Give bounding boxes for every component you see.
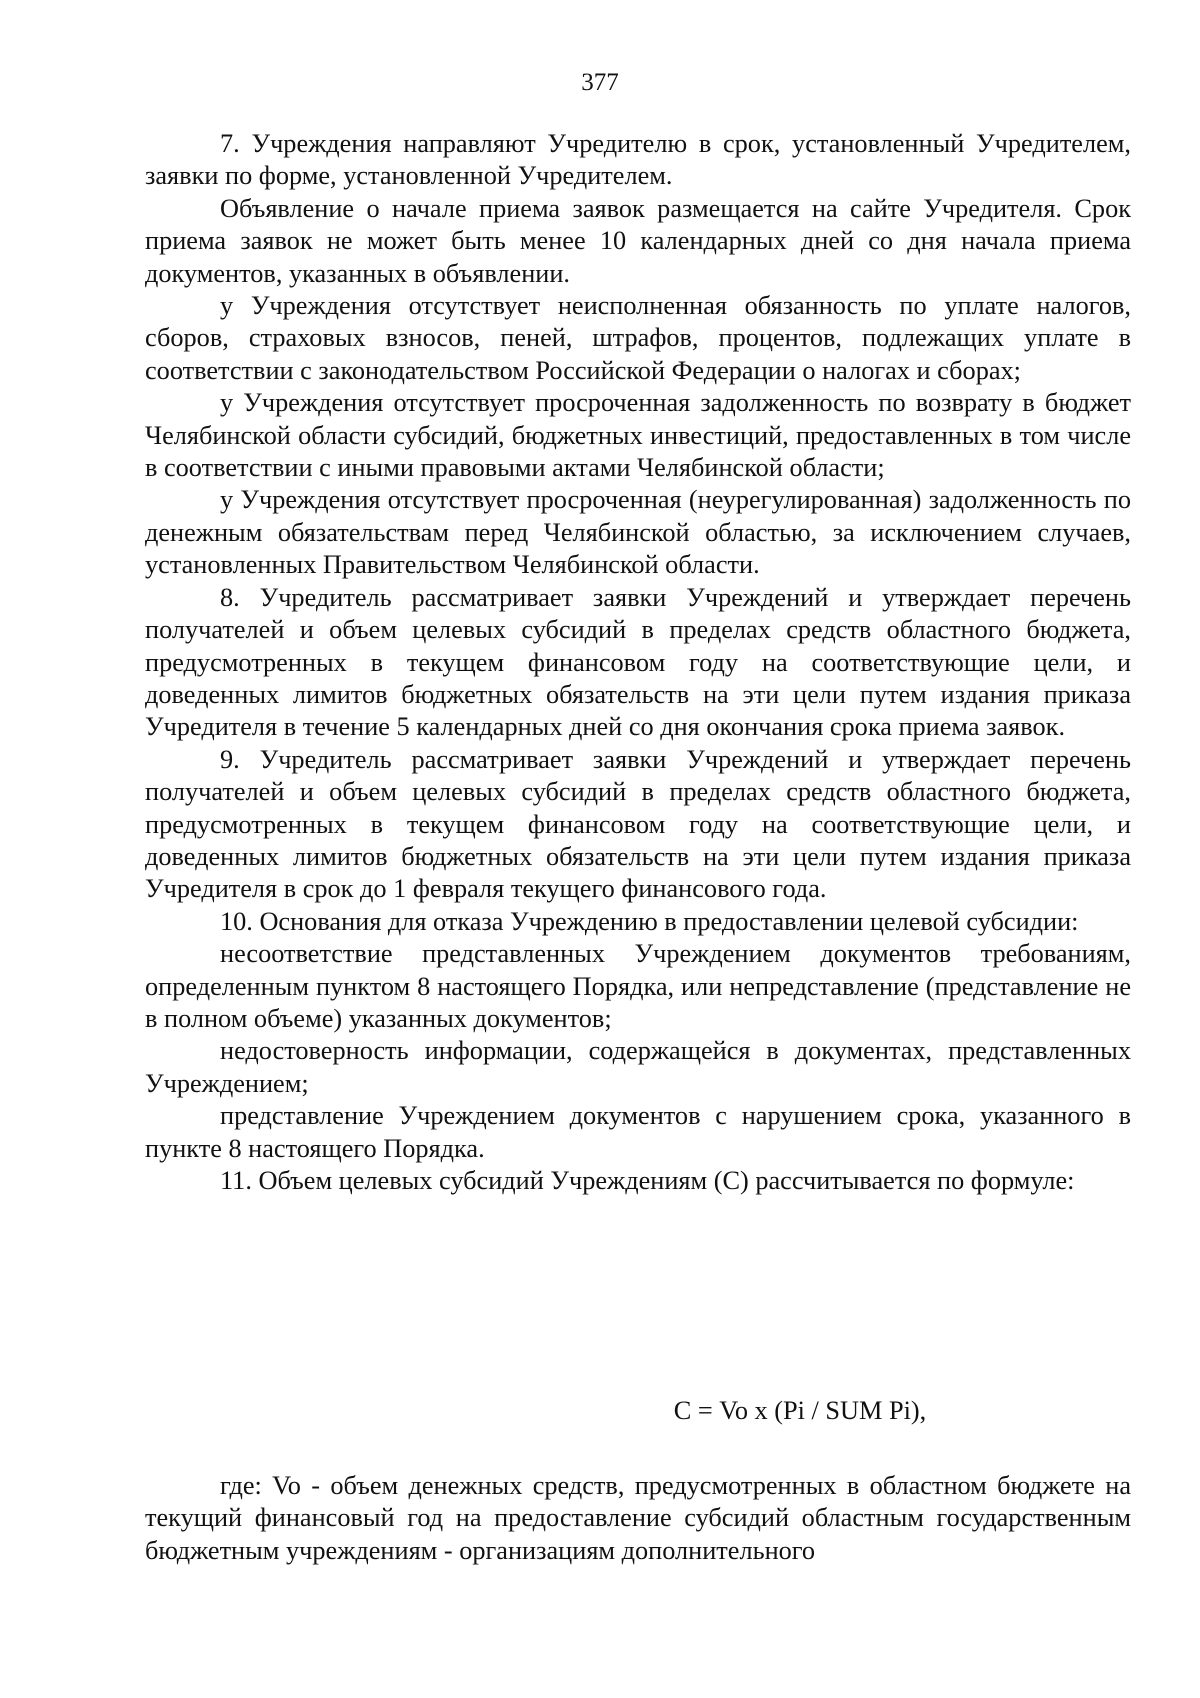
paragraph-announcement: Объявление о начале приема заявок размещается на сайте Учредителя. Срок приема заявок не может быть менее 10 календарных дней со дня начала приема документов, указанных в объявлении. bbox=[145, 193, 1131, 288]
paragraph-refusal-unreliable: недостоверность информации, содержащейся в документах, представленных Учреждением; bbox=[145, 1036, 1131, 1098]
body-text bbox=[145, 128, 1131, 1197]
formula-explanation bbox=[145, 1470, 1131, 1567]
paragraph-9: 9. Учредитель рассматривает заявки Учреждений и утверждает перечень получателей и объем целевых субсидий в пределах средств областного бюджета, предусмотренных в текущем финансовом году на соответствующие цели, и доведенных лимитов бюджетных обязательств на эти цели путем издания приказа Учредителя в срок до 1 февраля текущего финансового года. bbox=[145, 744, 1131, 904]
paragraph-11: 11. Объем целевых субсидий Учреждениям (С) рассчитывается по формуле: bbox=[220, 1166, 1075, 1195]
paragraph-refusal-mismatch: несоответствие представленных Учреждением документов требованиям, определенным пунктом 8 настоящего Порядка, или непредставление (представление не в полном объеме) указанных документов; bbox=[145, 939, 1131, 1033]
paragraph-10: 10. Основания для отказа Учреждению в предоставлении целевой субсидии: bbox=[220, 906, 1079, 936]
paragraph-7: 7. Учреждения направляют Учредителю в срок, установленный Учредителем, заявки по форме, установленной Учредителем. bbox=[145, 129, 1131, 191]
subsidy-formula: С = Vo x (Pi / SUM Pi), bbox=[673, 1396, 927, 1425]
paragraph-no-overdue-debt: у Учреждения отсутствует просроченная (неурегулированная) задолженность по денежным обязательствам перед Челябинской областью, за исключением случаев, установленных Правительством Челябинской области. bbox=[145, 485, 1131, 580]
paragraph-where-vo: где: Vo - объем денежных средств, предусмотренных в областном бюджете на текущий финансовый год на предоставление субсидий областным государственным бюджетным учреждениям - организациям дополнительного bbox=[145, 1471, 1131, 1565]
paragraph-refusal-late: представление Учреждением документов с нарушением срока, указанного в пункте 8 настоящего Порядка. bbox=[145, 1101, 1131, 1163]
page-number: 377 bbox=[581, 69, 619, 96]
paragraph-no-budget-debt: у Учреждения отсутствует просроченная задолженность по возврату в бюджет Челябинской области субсидий, бюджетных инвестиций, предоставленных в том числе в соответствии с иными правовыми актами Челябинской области; bbox=[145, 388, 1131, 483]
paragraph-8: 8. Учредитель рассматривает заявки Учреждений и утверждает перечень получателей и объем целевых субсидий в пределах средств областного бюджета, предусмотренных в текущем финансовом году на соответствующие цели, и доведенных лимитов бюджетных обязательств на эти цели путем издания приказа Учредителя в течение 5 календарных дней со дня окончания срока приема заявок. bbox=[145, 582, 1131, 742]
paragraph-no-tax-debt: у Учреждения отсутствует неисполненная обязанность по уплате налогов, сборов, страховых взносов, пеней, штрафов, процентов, подлежащих уплате в соответствии с законодательством Российской Федерации о налогах и сборах; bbox=[145, 291, 1131, 385]
